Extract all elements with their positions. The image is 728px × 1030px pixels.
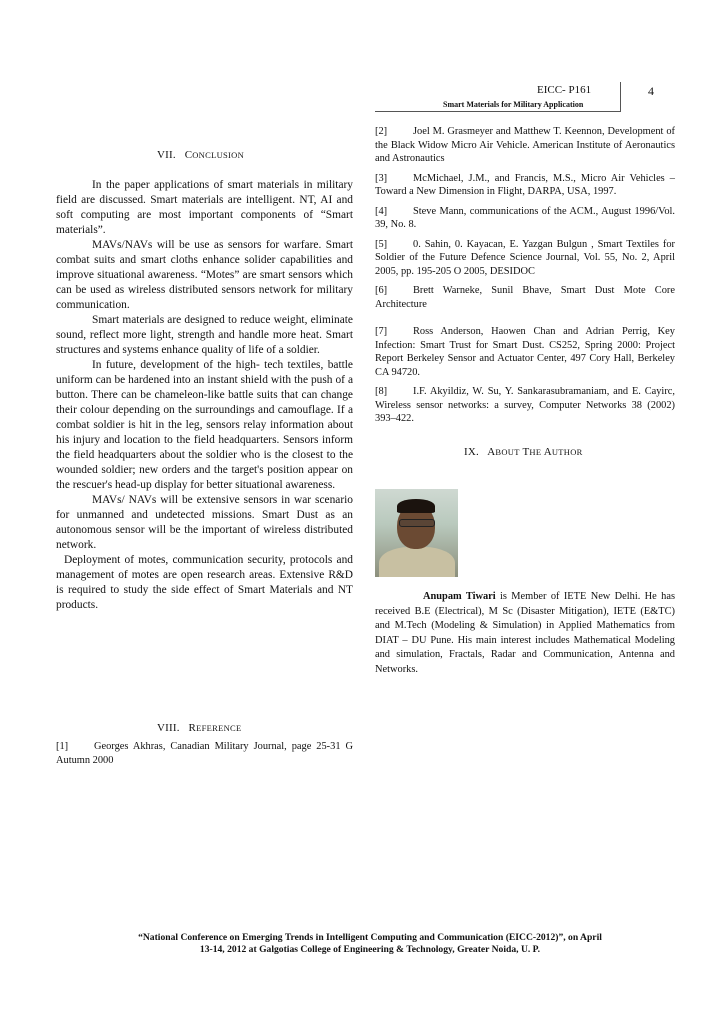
about-author-heading [464,446,583,458]
about-number: IX. [464,446,479,458]
reference-title-initial: R [188,722,197,734]
reference-num: [1] [56,741,69,752]
reference-text: Brett Warneke, Sunil Bhave, Smart Dust Mote Core Architecture [375,285,675,310]
reference-num: [3] [375,172,388,184]
about-title-rest: HE [529,447,542,457]
author-photo-glasses [399,519,435,527]
conclusion-title-rest: ONCLUSION [192,150,245,160]
conclusion-heading [157,149,244,161]
reference-heading [157,722,241,734]
reference-item [375,125,675,166]
about-title-rest: UTHOR [551,447,583,457]
author-photo [375,489,458,577]
about-title-initial: A [543,446,552,458]
author-photo-hair [397,499,435,513]
header-conference-id: EICC- P161 [537,84,592,96]
conclusion-paragraph: MAVs/ NAVs will be extensive sensors in war scenario for unmanned and undetected missions. Smart Dust as an autonomous sensor will be the important of wireless distributed network. [56,494,353,551]
reference-item [375,172,675,199]
author-name: Anupam Tiwari [423,591,496,602]
footer-line: 13-14, 2012 at Galgotias College of Engineering & Technology, Greater Noida, U. P. [199,944,541,955]
reference-num: [2] [375,126,388,137]
reference-num: [8] [375,386,388,397]
page-number: 4 [648,84,654,98]
footer-conference-note [100,932,640,956]
about-title-initial: T [522,446,530,458]
conclusion-paragraph: In the paper applications of smart materials in military field are discussed. Smart materials are intelligent. NT, AI and soft computing are most important components of “Smart materials”. [56,179,353,236]
reference-text: Ross Anderson, Haowen Chan and Adrian Perrig, Key Infection: Smart Trust for Smart Dust. CS252, Spring 2000: Project Report Berkeley Sensor and Actuator Center, 497 Cory Hall, Berkeley CA 94720. [375,326,675,378]
conclusion-paragraph: Deployment of motes, communication security, protocols and management of motes are open research areas. Extensive R&D is required to study the side effect of Smart Materials and NT products. [56,554,353,611]
reference-item [375,205,675,232]
author-bio-text: is Member of IETE New Delhi. He has received B.E (Electrical), M Sc (Disaster Mitigation), IETE (E&TC) and M.Tech (Modeling & Simulation) in Applied Mathematics from DIAT – DU Pune. His main interest includes Mathematical Modeling and simulation, Fractals, Radar and Communication, Antenna and Networks. [375,591,675,675]
conclusion-paragraph: In future, development of the high- tech textiles, battle uniform can be hardened into an instant shield with the push of a button. There can be chameleon-like battle suits that can change their colour depending on the surroundings and camouflage. If a combat soldier is hit in the leg, sensors relay information about his injury and location to the field headquarters. Sensors inform the field headquarters about the soldier who is the closest to the wounded soldier; new orders and the target's position appear on the rescuer's head-up display for better situational awareness. [56,359,353,491]
reference-num: [5] [375,238,388,250]
reference-item [375,238,675,279]
about-title-initial: A [487,446,496,458]
reference-num: [7] [375,326,388,337]
header-divider-vertical [620,82,621,112]
conclusion-paragraph: MAVs/NAVs will be use as sensors for warfare. Smart combat suits and smart cloths enhance solider capabilities and improve situational awareness. “Motes” are smart sensors which can be used as wireless distributed sensors network for military communication. [56,239,353,311]
about-title-rest: BOUT [495,447,520,457]
reference-text: McMichael, J.M., and Francis, M.S., Micro Air Vehicles – Toward a New Dimension in Flight, DARPA, USA, 1997. [375,172,675,197]
reference-text: I.F. Akyildiz, W. Su, Y. Sankarasubramaniam, and E. Cayirc, Wireless sensor networks: a survey, Computer Networks 38 (2002) 393–422. [375,386,675,424]
reference-num: [6] [375,285,388,296]
conclusion-body [56,178,353,613]
reference-list [375,125,675,432]
reference-item [375,325,675,379]
reference-text: Georges Akhras, Canadian Military Journal, page 25-31 G Autumn 2000 [56,741,353,766]
conclusion-title-initial: C [184,149,193,161]
reference-item [375,385,675,426]
reference-text: 0. Sahin, 0. Kayacan, E. Yazgan Bulgun , Smart Textiles for Soldier of the Future Defence Science Journal, Vol. 55, No. 2, April 2005, pp. 195-205 O 2005, DESIDOC [375,238,675,277]
reference-text: Steve Mann, communications of the ACM., August 1996/Vol. 39, No. 8. [375,205,675,230]
header-divider-horizontal [375,111,621,112]
reference-title-rest: EFERENCE [196,723,242,733]
reference-item [375,284,675,311]
reference-number: VIII. [157,722,180,734]
header-running-title: Smart Materials for Military Application [443,100,584,109]
conclusion-paragraph: Smart materials are designed to reduce weight, eliminate sound, reflect more light, strength and handle more heat. Smart structures and systems enhance quality of life of a soldier. [56,314,353,356]
author-bio [375,590,675,677]
footer-line: “National Conference on Emerging Trends in Intelligent Computing and Communication (EICC-2012)”, on April [138,932,602,943]
reference-num: [4] [375,205,388,217]
reference-first-entry [56,740,353,768]
reference-text: Joel M. Grasmeyer and Matthew T. Keennon, Development of the Black Widow Micro Air Vehicle. American Institute of Aeronautics and Astronautics [375,126,675,164]
author-photo-shirt [379,547,455,577]
conclusion-number: VII. [157,149,176,161]
